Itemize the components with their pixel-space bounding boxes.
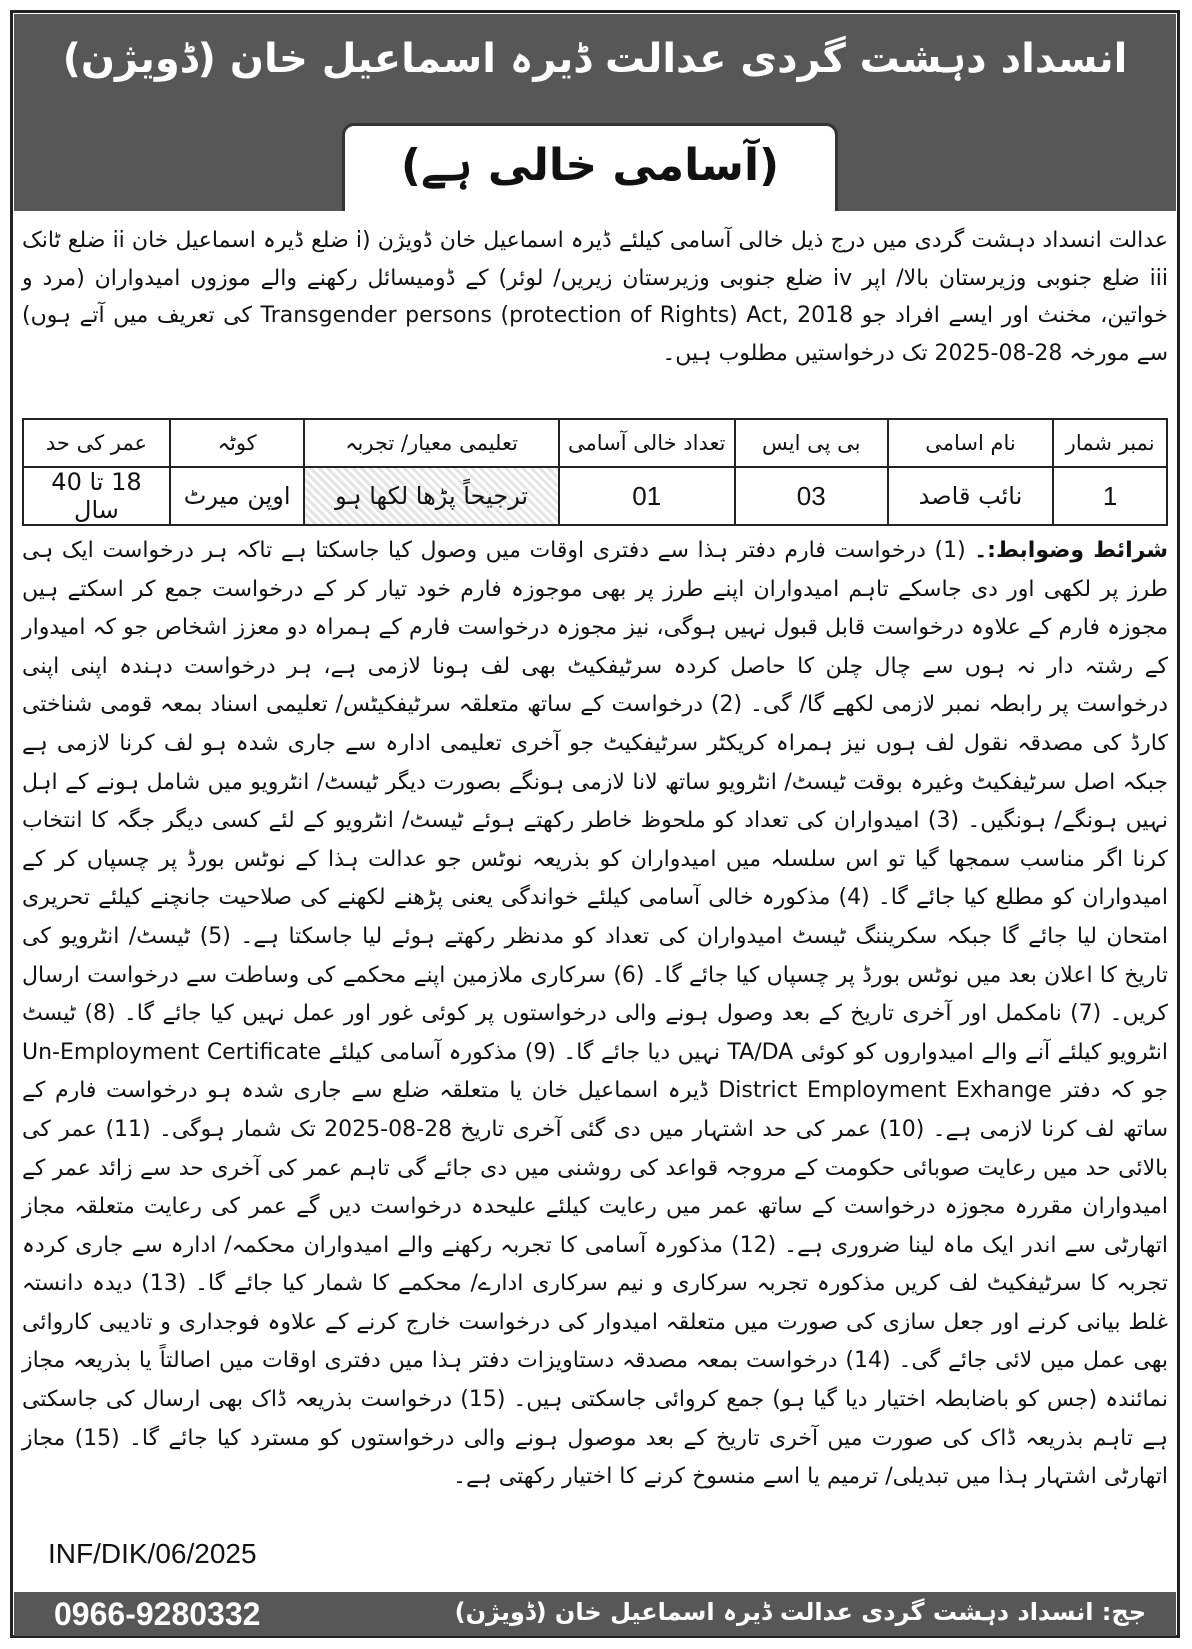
intro-paragraph: عدالت انسداد دہشت گردی میں درج ذیل خالی آسامی کیلئے ڈیرہ اسماعیل خان ڈویژن (i ضلع ڈیرہ اسماعیل خان ii ضلع ٹانک iii ضلع جنوبی وزیرستان بالا/ اپر iv ضلع جنوبی وزیرستان زیریں/ لوئر) کے ڈومیسائل رکھنے والے موزوں امیدواران (مرد و خواتین، مخنث اور ایسے افراد جو Transgender persons (protection of Rights) Act, 2018 کی تعریف میں آتے ہوں) سے مورخہ 28-08-2025 تک درخواستیں مطلوب ہیں۔: [22, 228, 1169, 366]
header-band: [14, 14, 1176, 211]
cell-serial: 1: [1053, 467, 1167, 525]
header-qualification: تعلیمی معیار/ تجربہ: [304, 419, 558, 467]
cell-post-name: نائب قاصد: [888, 467, 1053, 525]
terms-heading: شرائط وضوابط:۔: [974, 538, 1168, 563]
vacancy-heading: (آسامی خالی ہے): [400, 140, 780, 191]
table-header-row: [23, 419, 1167, 467]
footer-band: [14, 1592, 1176, 1636]
cell-bps: 03: [735, 467, 888, 525]
phone-number: 0966-9280332: [54, 1596, 261, 1632]
cell-quota: اوپن میرٹ: [170, 467, 304, 525]
court-title: انسداد دہشت گردی عدالت ڈیرہ اسماعیل خان (ڈویژن): [62, 36, 1128, 82]
cell-qualification: ترجیحاً پڑھا لکھا ہو: [304, 467, 558, 525]
terms-body: (1) درخواست فارم دفتر ہذا سے دفتری اوقات میں وصول کیا جاسکتا ہے تاکہ ہر درخواست ایک ہی طرز پر لکھی اور دی جاسکے تاہم امیدواران اپنے طرز پر بھی موجوزہ فارم خود تیار کر کے درخواست جمع کر اسکتے ہیں مجوزہ فارم کے علاوہ درخواست قابل قبول نہیں ہوگی، نیز مجوزہ درخواست فارم کے ہمراہ دو معزز اشخاص جو کہ امیدوار کے رشتہ دار نہ ہوں سے چال چلن کا حاصل کردہ سرٹیفکیٹ بھی لف ہونا لازمی ہے، ہر درخواست دہندہ اپنی اپنی درخواست پر رابطہ نمبر لازمی لکھے گا/ گی۔ (2) درخواست کے ساتھ متعلقہ سرٹیفکیٹس/ تعلیمی اسناد بمعہ قومی شناختی کارڈ کی مصدقہ نقول لف ہوں نیز ہمراہ کریکٹر سرٹیفکیٹ جو آخری تعلیمی ادارہ سے جاری شدہ ہو لف کرنا لازمی ہے جبکہ اصل سرٹیفکیٹ وغیرہ بوقت ٹیسٹ/ انٹرویو ساتھ لانا لازمی ہونگے بصورت دیگر ٹیسٹ/ انٹرویو میں شامل ہونے کے اہل نہیں ہونگے/ ہونگیں۔ (3) امیدواران کی تعداد کو ملحوظ خاطر رکھتے ہوئے ٹیسٹ/ انٹرویو کے لئے کسی دیگر جگہ کا انتخاب کرنا اگر مناسب سمجھا گیا تو اس سلسلہ میں امیدواران کو بذریعہ نوٹس جو عدالت ہذا کے نوٹس بورڈ پر چسپاں کر کے امیدواران کو مطلع کیا جائے گا۔ (4) مذکورہ خالی آسامی کیلئے خواندگی یعنی پڑھنے لکھنے کی صلاحیت جانچنے کیلئے تحریری امتحان لیا جائے گا جبکہ سکریننگ ٹیسٹ امیدواران کی تعداد کو مدنظر رکھتے ہوئے لیا جاسکتا ہے۔ (5) ٹیسٹ/ انٹرویو کی تاریخ کا اعلان بعد میں نوٹس بورڈ پر چسپاں کیا جائے گا۔ (6) سرکاری ملازمین اپنے محکمے کی وساطت سے درخواست ارسال کریں۔ (7) نامکمل اور آخری تاریخ کے بعد وصول ہونے والی درخواستوں پر کوئی غور اور عمل نہیں کیا جائے گا۔ (8) ٹیسٹ انٹرویو کیلئے آنے والے امیدواروں کو کوئی TA/DA نہیں دیا جائے گا۔ (9) مذکورہ آسامی کیلئے Un-Employment Certificate جو کہ دفتر District Employment Exhange ڈیرہ اسماعیل خان یا متعلقہ ضلع سے جاری شدہ ہو درخواست فارم کے ساتھ لف کرنا لازمی ہے۔ (10) عمر کی حد اشتہار میں دی گئی آخری تاریخ 28-08-2025 تک شمار ہوگی۔ (11) عمر کی بالائی حد میں رعایت صوبائی حکومت کے مروجہ قواعد کی روشنی میں دی جائے گی تاہم عمر کی آخری حد سے زائد عمر کے امیدواران مقررہ مجوزہ درخواست کے ساتھ عمر میں رعایت کیلئے علیحدہ درخواست دیں گے عمر کی رعایت متعلقہ مجاز اتھارٹی سے اندر ایک ماہ لینا ضروری ہے۔ (12) مذکورہ آسامی کا تجربہ رکھنے والے امیدواران محکمہ/ ادارہ سے جاری کردہ تجربہ کا سرٹیفکیٹ لف کریں مذکورہ تجربہ سرکاری و نیم سرکاری ادارے/ محکمے کا شمار کیا جائے گا۔ (13) دیدہ دانستہ غلط بیانی کرنے اور جعل سازی کی صورت میں متعلقہ امیدوار کی درخواست خارج کرنے کے علاوہ فوجداری و تادیبی کاروائی بھی عمل میں لائی جائے گی۔ (14) درخواست بمعہ مصدقہ دستاویزات دفتر ہذا میں دفتری اوقات میں اصالتاً یا بذریعہ مجاز نمائندہ (جس کو باضابطہ اختیار دیا گیا ہو) جمع کروائی جاسکتی ہیں۔ (15) درخواست بذریعہ ڈاک بھی ارسال کی جاسکتی ہے تاہم بذریعہ ڈاک کی صورت میں آخری تاریخ کے بعد موصول ہونے والی درخواستوں کو مسترد کیا جائے گا۔ (15) مجاز اتھارٹی اشتہار ہذا میں تبدیلی/ ترمیم یا اسے منسوخ کرنے کا اختیار رکھتی ہے۔: [22, 538, 1169, 1490]
vacancy-heading-box: [342, 123, 838, 211]
cell-age-limit: 18 تا 40 سال: [23, 467, 170, 525]
header-quota: کوٹہ: [170, 419, 304, 467]
terms-paragraph: [22, 532, 1168, 1497]
issuer-signature: جج: انسداد دہشت گردی عدالت ڈیرہ اسماعیل خان (ڈویژن): [454, 1598, 1146, 1626]
table-row: [23, 467, 1167, 525]
header-vacancies: تعداد خالی آسامی: [559, 419, 735, 467]
cell-vacancies: 01: [559, 467, 735, 525]
header-age-limit: عمر کی حد: [23, 419, 170, 467]
header-serial: نمبر شمار: [1053, 419, 1167, 467]
header-post-name: نام اسامی: [888, 419, 1053, 467]
header-bps: بی پی ایس: [735, 419, 888, 467]
vacancy-table: [22, 418, 1168, 526]
reference-number: INF/DIK/06/2025: [48, 1538, 257, 1569]
